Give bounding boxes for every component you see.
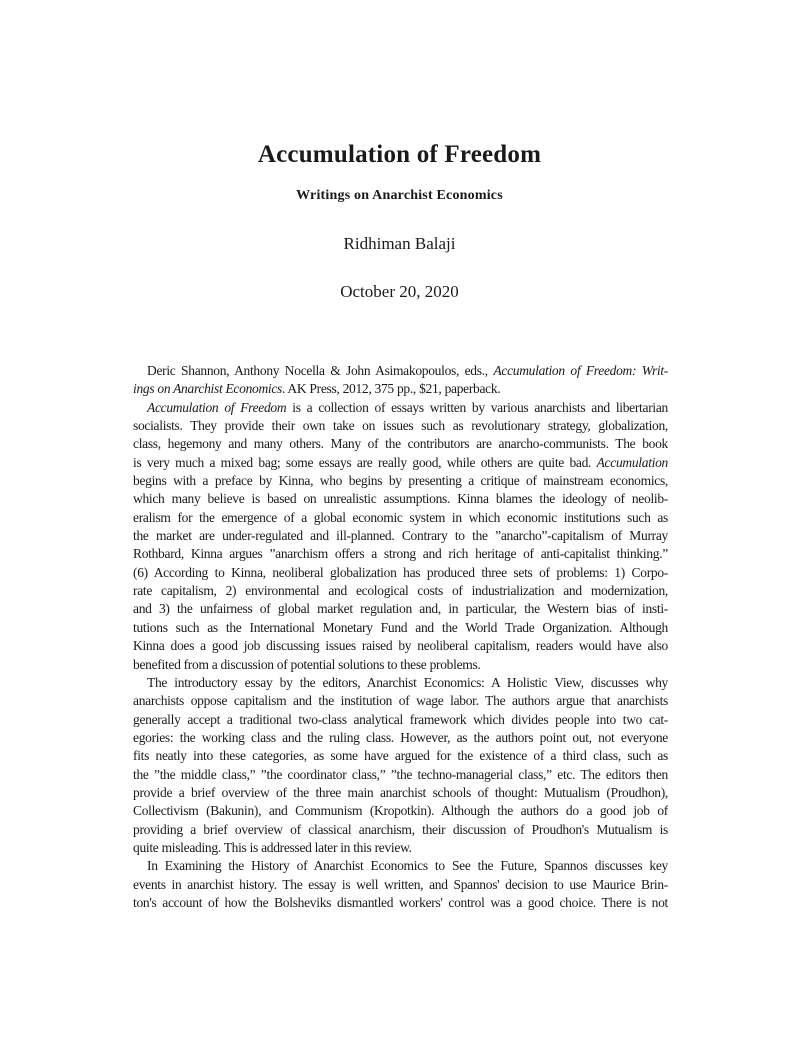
document-date: October 20, 2020 xyxy=(340,282,459,301)
text-line: In Examining the History of Anarchist Economics to See the Future, Spannos discusses key xyxy=(147,858,668,874)
text-line: the ”the middle class,” ”the coordinator class,” ”the techno-managerial class,” etc. The editors then xyxy=(133,766,668,782)
text-line: Accumulation of Freedom is a collection of essays written by various anarchists and libertarian xyxy=(147,399,668,415)
text-line: Deric Shannon, Anthony Nocella & John Asimakopoulos, eds., Accumulation of Freedom: Writ- xyxy=(147,363,668,378)
document-subtitle: Writings on Anarchist Economics xyxy=(296,188,503,203)
text-line: tutions such as the International Monetary Fund and the World Trade Organization. Although xyxy=(133,619,668,635)
text-line: Rothbard, Kinna argues ”anarchism offers a strong and rich heritage of anti-capitalist thinking.” xyxy=(133,546,668,562)
text-line: Kinna does a good job discussing issues raised by neoliberal capitalism, readers would have also xyxy=(133,638,668,654)
text-line: Collectivism (Bakunin), and Communism (Kropotkin). Although the authors do a good job of xyxy=(133,803,668,819)
text-line: benefited from a discussion of potential solutions to these problems. xyxy=(133,656,481,672)
document-body xyxy=(133,362,668,912)
text-line: socialists. They provide their own take on issues such as revolutionary strategy, globalization, xyxy=(133,418,668,434)
text-line: ton's account of how the Bolsheviks dismantled workers' control was a good choice. There is not xyxy=(133,894,668,910)
text-line: begins with a preface by Kinna, who begins by presenting a critique of mainstream economics, xyxy=(133,473,668,489)
text-line: The introductory essay by the editors, Anarchist Economics: A Holistic View, discusses why xyxy=(147,674,668,690)
text-line: ings on Anarchist Economics. AK Press, 2012, 375 pp., $21, paperback. xyxy=(133,381,501,397)
text-line: rate capitalism, 2) environmental and ecological costs of industrialization and modernization, xyxy=(133,583,668,599)
text-line: anarchists oppose capitalism and the institution of wage labor. The authors argue that anarchists xyxy=(133,693,668,709)
text-line: generally accept a traditional two-class analytical framework which divides people into two cat- xyxy=(133,711,668,727)
text-line: is very much a mixed bag; some essays are really good, while others are quite bad. Accumulation xyxy=(133,454,668,470)
text-line: egories: the working class and the ruling class. However, as the authors point out, not everyone xyxy=(133,729,668,745)
document-author: Ridhiman Balaji xyxy=(343,234,456,253)
text-line: eralism for the emergence of a global economic system in which economic institutions such as xyxy=(133,509,668,525)
text-line: class, hegemony and many others. Many of the contributors are anarcho-communists. The book xyxy=(133,436,668,452)
text-line: the market are under-regulated and ill-planned. Contrary to the ”anarcho”-capitalism of Murray xyxy=(133,528,668,544)
text-line: quite misleading. This is addressed later in this review. xyxy=(133,839,412,855)
text-line: events in anarchist history. The essay is well written, and Spannos' decision to use Maurice Brin- xyxy=(133,876,668,892)
text-line: (6) According to Kinna, neoliberal globalization has produced three sets of problems: 1) Corpo- xyxy=(133,564,668,580)
text-line: providing a brief overview of classical anarchism, their discussion of Proudhon's Mutualism is xyxy=(133,821,668,837)
text-line: and 3) the unfairness of global market regulation and, in particular, the Western bias of insti- xyxy=(133,601,668,617)
text-line: provide a brief overview of the three main anarchist schools of thought: Mutualism (Proudhon), xyxy=(133,784,668,800)
document-title: Accumulation of Freedom xyxy=(257,141,542,168)
text-line: which many believe is based on unrealistic assumptions. Kinna blames the ideology of neolib- xyxy=(133,491,668,507)
text-line: fits neatly into these categories, as some have argued for the existence of a third class, such as xyxy=(133,748,668,764)
